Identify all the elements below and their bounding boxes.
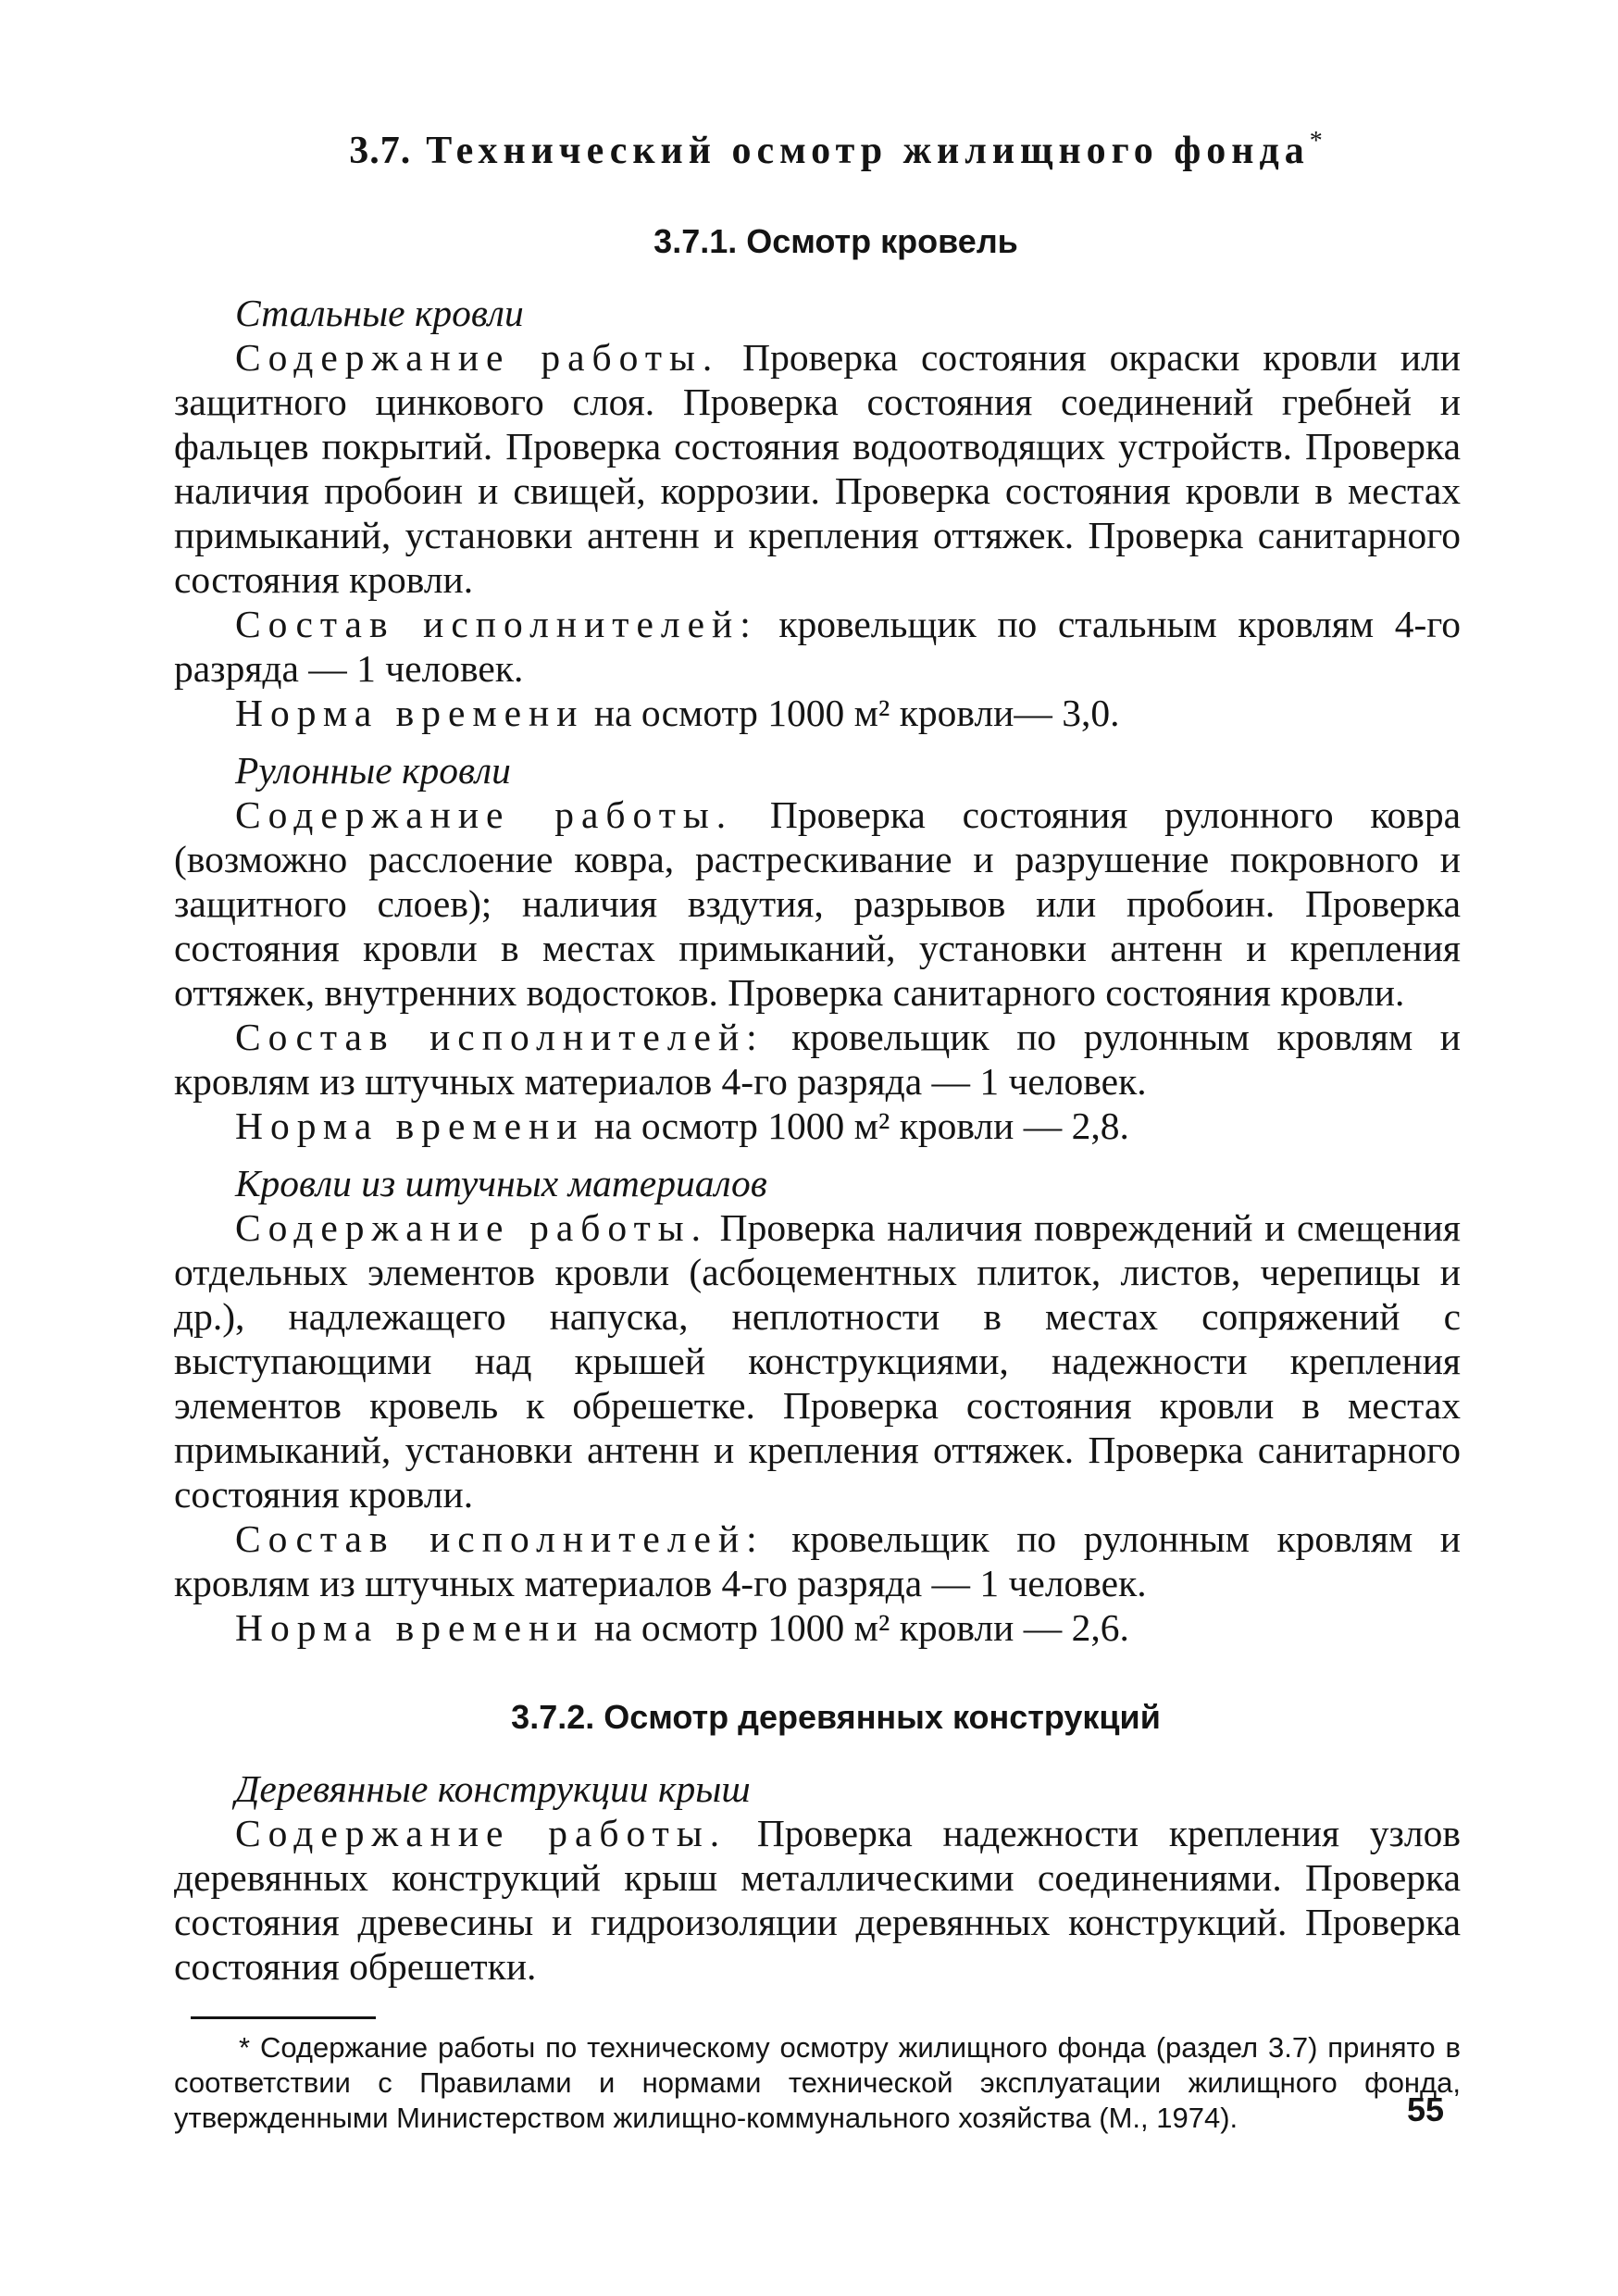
section-heading	[174, 119, 1461, 174]
subsection-title-wooden-roof-structures: Деревянные конструкции крыш	[235, 1767, 751, 1810]
time-norm-text: на осмотр 1000 м² кровли — 2,6.	[593, 1606, 1129, 1649]
work-content-label: Содержание работы.	[235, 793, 734, 836]
staff-label: Состав исполнителей:	[235, 1016, 765, 1058]
subsection-title-rolled-roofs: Рулонные кровли	[235, 749, 511, 792]
section-number: 3.7.	[349, 130, 412, 172]
subsection-heading-roofs: 3.7.1. Осмотр кровель	[653, 222, 1018, 260]
staff-text: кровельщик по рулонным кровлям и кровлям из штучных материалов 4-го разряда — 1 человек.	[174, 1016, 1461, 1103]
staff-label: Состав исполнителей:	[235, 1517, 765, 1560]
time-norm-text: на осмотр 1000 м² кровли— 3,0.	[593, 692, 1120, 734]
footnote: * Содержание работы по техническому осмотру жилищного фонда (раздел 3.7) принято в соответствии с Правилами и нормами технической эксплуатации жилищного фонда, утвержденными Министерством жилищно-коммунального хозяйства (М., 1974).	[174, 2031, 1461, 2134]
time-norm-text: на осмотр 1000 м² кровли — 2,8.	[593, 1104, 1129, 1147]
staff-text: кровельщик по рулонным кровлям и кровлям из штучных материалов 4-го разряда — 1 человек.	[174, 1517, 1461, 1604]
staff-text: кровельщик по стальным кровлям 4-го разряда — 1 человек.	[174, 603, 1461, 690]
time-norm-label: Норма времени	[235, 1606, 585, 1649]
section-title: Технический осмотр жилищного фонда	[426, 130, 1310, 172]
staff-paragraph	[174, 602, 1461, 691]
time-norm-label: Норма времени	[235, 692, 585, 734]
time-norm-paragraph	[174, 691, 1461, 735]
staff-label: Состав исполнителей:	[235, 603, 758, 645]
work-content-paragraph	[174, 1811, 1461, 1989]
work-content-text: Проверка состояния окраски кровли или защитного цинкового слоя. Проверка состояния соединений гребней и фальцев покрытий. Проверка состояния водоотводящих устройств. Проверка наличия пробоин и свищей, коррозии. Проверка состояния кровли в местах примыканий, установки антенн и крепления оттяжек. Проверка санитарного состояния кровли.	[174, 336, 1461, 601]
work-content-text: Проверка наличия повреждений и смещения отдельных элементов кровли (асбоцементных плиток, листов, черепицы и др.), надлежащего напуска, неплотности в местах сопряжений с выступающими над крышей конструкциями, надежности крепления элементов кровель к обрешетке. Проверка состояния кровли в местах примыканий, установки антенн и крепления оттяжек. Проверка санитарного состояния кровли.	[174, 1206, 1462, 1516]
subsection-title-piece-material-roofs: Кровли из штучных материалов	[235, 1162, 767, 1204]
work-content-text: Проверка состояния рулонного ковра (возможно расслоение ковра, растрескивание и разрушение покровного и защитного слоев); наличия вздутия, разрывов или пробоин. Проверка состояния кровли в местах примыканий, установки антенн и крепления оттяжек, внутренних водостоков. Проверка санитарного состояния кровли.	[174, 793, 1461, 1014]
footnote-mark: *	[1309, 127, 1323, 156]
work-content-label: Содержание работы.	[235, 336, 720, 379]
subsection-heading-wooden-structures: 3.7.2. Осмотр деревянных конструкций	[511, 1698, 1161, 1736]
time-norm-paragraph	[174, 1104, 1461, 1148]
work-content-label: Содержание работы.	[235, 1812, 728, 1854]
work-content-text: Проверка надежности крепления узлов деревянных конструкций крыш металлическими соединениями. Проверка состояния древесины и гидроизоляции деревянных конструкций. Проверка состояния обрешетки.	[174, 1812, 1461, 1988]
staff-paragraph	[174, 1015, 1461, 1104]
work-content-paragraph	[174, 335, 1461, 602]
subsection-title-steel-roofs: Стальные кровли	[235, 292, 524, 334]
text-column	[174, 119, 1461, 2136]
work-content-paragraph	[174, 1205, 1461, 1516]
page-number: 55	[1407, 2090, 1445, 2128]
time-norm-paragraph	[174, 1605, 1461, 1650]
work-content-paragraph	[174, 792, 1461, 1015]
work-content-label: Содержание работы.	[235, 1206, 708, 1249]
staff-paragraph	[174, 1516, 1461, 1605]
footnote-divider	[191, 2016, 376, 2019]
time-norm-label: Норма времени	[235, 1104, 585, 1147]
